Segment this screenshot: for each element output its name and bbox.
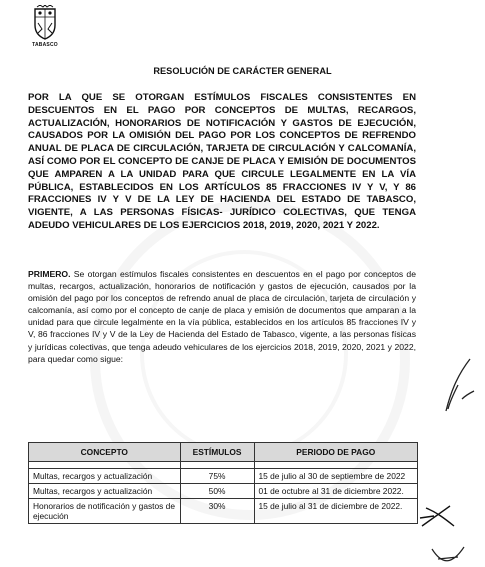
handwritten-mark-icon: [428, 545, 468, 567]
resolution-subject: POR LA QUE SE OTORGAN ESTÍMULOS FISCALES CONSISTENTES EN DESCUENTOS EN EL PAGO POR CONCEPTOS DE MULTAS, RECARGOS, ACTUALIZACIÓN, HONORARIOS DE NOTIFICACIÓN Y GASTOS DE EJECUCIÓN, CAUSADOS POR LA OMISIÓN DEL PAGO POR LOS CONCEPTOS DE REFRENDO ANUAL DE PLACA DE CIRCULACIÓN, TARJETA DE CIRCULACIÓN Y CALCOMANÍA, ASÍ COMO POR EL CONCEPTO DE CANJE DE PLACA Y EMISIÓN DE DOCUMENTOS QUE AMPAREN A LA UNIDAD PARA QUE CIRCULE LEGALMENTE EN LA VÍA PÚBLICA, ESTABLECIDOS EN LOS ARTÍCULOS 85 FRACCIONES IV Y V, Y 86 FRACCIONES IV Y V DE LA LEY DE HACIENDA DEL ESTADO DE TABASCO, VIGENTE, A LAS PERSONAS FÍSICAS- JURÍDICO COLECTIVAS, QUE TENGA ADEUDO VEHICULARES DE LOS EJERCICIOS 2018, 2019, 2020, 2021 Y 2022.: [28, 92, 416, 231]
stimuli-table: [28, 442, 418, 524]
state-coat-of-arms-icon: [30, 5, 60, 41]
column-header-periodo: PERIODO DE PAGO: [254, 443, 418, 462]
cell-periodo: 15 de julio al 30 de septiembre de 2022: [254, 469, 418, 484]
cell-periodo: 01 de octubre al 31 de diciembre 2022.: [254, 484, 418, 499]
cell-concepto: Multas, recargos y actualización: [29, 484, 181, 499]
table-row: [29, 469, 418, 484]
column-header-estimulos: ESTÍMULOS: [180, 443, 254, 462]
handwritten-signature-icon: [440, 355, 480, 415]
crest-logo: [30, 5, 60, 49]
column-header-concepto: CONCEPTO: [29, 443, 181, 462]
cell-periodo: 15 de julio al 31 de diciembre de 2022.: [254, 499, 418, 524]
table-header-row: [29, 443, 418, 462]
cell-estimulo: 50%: [180, 484, 254, 499]
table-row: [29, 499, 418, 524]
cell-estimulo: 75%: [180, 469, 254, 484]
article-text: Se otorgan estímulos fiscales consistentes en descuentos en el pago por conceptos de multas, recargos, actualización, honorarios de notificación y gastos de ejecución, causados por la omisión del pago por los conceptos de refrendo anual de placa de circulación, tarjeta de circulación y calcomanía, así como por el concepto de canje de placa y emisión de documentos que amparan a la unidad para que circule legalmente en la vía pública, establecidos en los artículos 85 fracciones IV y V, 86 fracciones IV y V de la Ley de Hacienda del Estado de Tabasco, vigente, a las personas físicas y jurídicas colectivas, que tenga adeudo vehiculares de los ejercicios 2018, 2019, 2020, 2021 y 2022, para quedar como sigue:: [28, 269, 416, 364]
cell-concepto: Honorarios de notificación y gastos de ejecución: [29, 499, 181, 524]
cell-estimulo: 30%: [180, 499, 254, 524]
table-row: [29, 484, 418, 499]
handwritten-initials-icon: [418, 500, 458, 530]
table-spacer: [29, 462, 418, 469]
document-title: RESOLUCIÓN DE CARÁCTER GENERAL: [153, 66, 332, 76]
article-primero: [28, 268, 416, 365]
crest-caption: TABASCO: [32, 42, 58, 48]
cell-concepto: Multas, recargos y actualización: [29, 469, 181, 484]
article-label: PRIMERO.: [28, 269, 71, 279]
